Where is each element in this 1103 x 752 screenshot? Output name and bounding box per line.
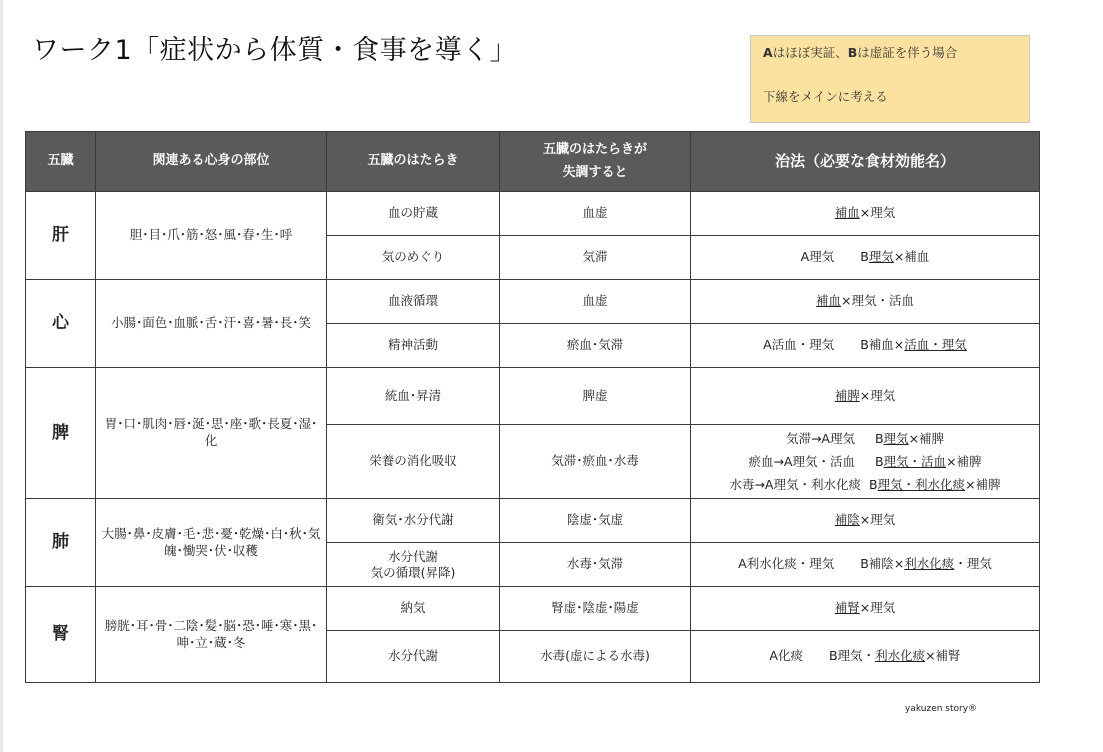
imbalance-cell: 水毒(虚による水毒): [500, 631, 691, 683]
imbalance-cell: 血虚: [500, 280, 691, 324]
treatment-cell: 補腎×理気: [691, 587, 1040, 631]
treatment-cell: A利水化痰・理気 B補陰×利水化痰・理気: [691, 543, 1040, 587]
imbalance-cell: 気滞･瘀血･水毒: [500, 425, 691, 499]
organ-heart: 心: [26, 280, 96, 368]
treatment-cell: [691, 425, 1040, 499]
note-line-2: 下線をメインに考える: [763, 89, 888, 104]
table-row: [26, 368, 1040, 425]
treatment-cell: A活血・理気 B補血×活血・理気: [691, 324, 1040, 368]
imbalance-cell: 腎虚･陰虚･陽虚: [500, 587, 691, 631]
treatment-cell: 補血×理気・活血: [691, 280, 1040, 324]
treatment-line: 水毒→A理気・利水化痰 B理気・利水化痰×補脾: [729, 477, 1001, 493]
function-cell: 血の貯蔵: [327, 192, 500, 236]
header-organ: 五臓: [26, 132, 96, 192]
table-row: [26, 499, 1040, 543]
organ-liver: 肝: [26, 192, 96, 280]
imbalance-cell: 瘀血･気滞: [500, 324, 691, 368]
treatment-cell: 補脾×理気: [691, 368, 1040, 425]
table-header-row: [26, 132, 1040, 192]
imbalance-cell: 水毒･気滞: [500, 543, 691, 587]
function-cell: 水分代謝 気の循環(昇降): [327, 543, 500, 587]
parts-lung: 大腸･鼻･皮膚･毛･悲･憂･乾燥･白･秋･気魄･慟哭･伏･収穫: [96, 499, 327, 587]
function-cell: 統血･昇清: [327, 368, 500, 425]
table-row: [26, 587, 1040, 631]
imbalance-cell: 陰虚･気虚: [500, 499, 691, 543]
treatment-cell: A理気 B理気×補血: [691, 236, 1040, 280]
imbalance-cell: 脾虚: [500, 368, 691, 425]
organ-spleen: 脾: [26, 368, 96, 499]
note-line-1: Aはほぼ実証、Bは虚証を伴う場合: [763, 45, 958, 60]
function-cell: 気のめぐり: [327, 236, 500, 280]
parts-kidney: 膀胱･耳･骨･二陰･髪･脳･恐･唾･寒･黒･呻･立･蔵･冬: [96, 587, 327, 683]
parts-liver: 胆･目･爪･筋･怒･風･春･生･呼: [96, 192, 327, 280]
treatment-line: 瘀血→A理気・活血 B理気・活血×補脾: [748, 453, 982, 469]
treatment-cell: 補陰×理気: [691, 499, 1040, 543]
five-organs-table: [25, 131, 1040, 683]
organ-lung: 肺: [26, 499, 96, 587]
treatment-line: 気滞→A理気 B理気×補脾: [785, 430, 945, 446]
imbalance-cell: 血虚: [500, 192, 691, 236]
header-parts: 関連ある心身の部位: [96, 132, 327, 192]
imbalance-cell: 気滞: [500, 236, 691, 280]
function-cell: 精神活動: [327, 324, 500, 368]
credit-mark: yakuzen story®: [905, 704, 978, 714]
function-cell: 衛気･水分代謝: [327, 499, 500, 543]
page-title: ワーク1「症状から体質・食事を導く」: [32, 35, 518, 66]
function-cell: 納気: [327, 587, 500, 631]
table-row: [26, 192, 1040, 236]
function-cell: 水分代謝: [327, 631, 500, 683]
legend-note: [750, 35, 1030, 123]
table-row: [26, 280, 1040, 324]
function-cell: 血液循環: [327, 280, 500, 324]
page-edge: [0, 0, 3, 752]
header-treatment: 治法（必要な食材効能名）: [691, 132, 1040, 192]
header-imbalance: 五臓のはたらきが 失調すると: [500, 132, 691, 192]
function-cell: 栄養の消化吸収: [327, 425, 500, 499]
treatment-cell: 補血×理気: [691, 192, 1040, 236]
organ-kidney: 腎: [26, 587, 96, 683]
treatment-cell: A化痰 B理気・利水化痰×補腎: [691, 631, 1040, 683]
parts-heart: 小腸･面色･血脈･舌･汗･喜･暑･長･笑: [96, 280, 327, 368]
header-function: 五臓のはたらき: [327, 132, 500, 192]
parts-spleen: 胃･口･肌肉･唇･涎･思･座･歌･長夏･湿･化: [96, 368, 327, 499]
